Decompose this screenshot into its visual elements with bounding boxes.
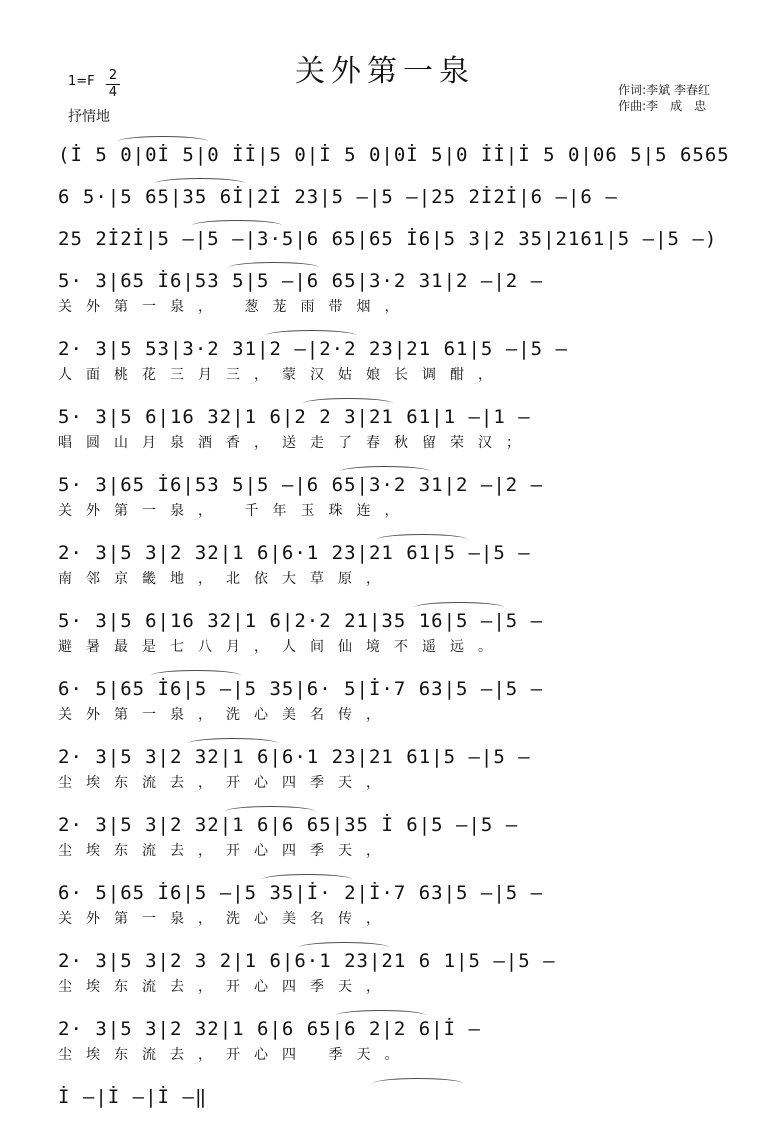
music-system [58,810,718,878]
time-signature [106,68,120,101]
notation-line: 5· 3|65 İ6|53 5|5 —|6 65|3·2 31|2 —|2 — [58,474,544,496]
composer-credit: 作曲:李 成 忠 [618,99,707,113]
lyric-line: 关外第一泉， 千年玉珠连， [58,503,413,519]
lyric-line: 避暑最是七八月，人间仙境不遥远。 [58,639,506,655]
lyric-line: 尘埃东流去，开心四季天， [58,775,394,791]
slur-mark [377,534,467,545]
music-system [58,224,718,266]
music-system [58,1014,718,1082]
slur-mark [303,398,393,409]
song-title: 关外第一泉 [295,54,475,89]
slur-mark [155,178,245,189]
lyricist-credit: 作词:李斌 李春红 [618,83,710,97]
music-system [58,1082,718,1124]
music-system [58,266,718,334]
notation-line: 2· 3|5 3|2 3 2|1 6|6·1 23|21 6 1|5 —|5 — [58,950,556,972]
lyric-line: 尘埃东流去，开心四 季天。 [58,1047,413,1063]
lyric-line: 尘埃东流去，开心四季天， [58,843,394,859]
slur-mark [340,466,430,477]
music-system [58,334,718,402]
lyric-line: 唱圆山月泉酒香，送走了春秋留荣汉； [58,435,534,451]
score [58,140,730,1124]
notation-line: 6 5·|5 65|35 6İ|2İ 23|5 —|5 —|25 2İ2İ|6 —|6 — [58,186,618,208]
notation-line: 2· 3|5 3|2 32|1 6|6·1 23|21 61|5 —|5 — [58,542,531,564]
notation-line: 5· 3|5 6|16 32|1 6|2 2 3|21 61|1 —|1 — [58,406,531,428]
lyric-line: 南邻京畿地，北依大草原， [58,571,394,587]
time-signature-bottom: 4 [108,85,118,100]
notation-line: İ —|İ —|İ —‖ [58,1086,208,1108]
lyric-line: 尘埃东流去，开心四季天， [58,979,394,995]
music-system [58,946,718,1014]
lyric-line: 关外第一泉， 葱茏雨带烟， [58,299,413,315]
music-system [58,182,718,224]
music-system [58,402,718,470]
notation-line: 2· 3|5 3|2 32|1 6|6 65|6 2|2 6|İ — [58,1018,481,1040]
slur-mark [225,806,315,817]
notation-line: 6· 5|65 İ6|5 —|5 35|İ· 2|İ·7 63|5 —|5 — [58,882,544,904]
music-system [58,606,718,674]
notation-line: 5· 3|5 6|16 32|1 6|2·2 21|35 16|5 —|5 — [58,610,544,632]
notation-line: (İ 5 0|0İ 5|0 İİ|5 0|İ 5 0|0İ 5|0 İİ|İ 5 0|06 5|5 6565 [58,144,730,166]
music-system [58,742,718,810]
slur-mark [373,1078,463,1089]
notation-line: 6· 5|65 İ6|5 —|5 35|6· 5|İ·7 63|5 —|5 — [58,678,544,700]
music-system [58,140,730,182]
slur-mark [262,874,352,885]
notation-line: 5· 3|65 İ6|53 5|5 —|6 65|3·2 31|2 —|2 — [58,270,544,292]
music-system [58,538,718,606]
slur-mark [299,942,389,953]
slur-mark [414,602,504,613]
credits [618,82,710,114]
notation-line: 25 2İ2İ|5 —|5 —|3·5|6 65|65 İ6|5 3|2 35|2161|5 —|5 —) [58,228,718,250]
lyric-line: 关外第一泉，洗心美名传， [58,911,394,927]
slur-mark [192,220,282,231]
slur-mark [229,262,319,273]
slur-mark [188,738,278,749]
expression-mark: 抒情地 [68,109,110,125]
music-system [58,470,718,538]
music-system [58,674,718,742]
slur-mark [151,670,241,681]
notation-line: 2· 3|5 3|2 32|1 6|6 65|35 İ 6|5 —|5 — [58,814,519,836]
slur-mark [118,136,208,147]
slur-mark [266,330,356,341]
notation-line: 2· 3|5 3|2 32|1 6|6·1 23|21 61|5 —|5 — [58,746,531,768]
lyric-line: 关外第一泉，洗心美名传， [58,707,394,723]
music-system [58,878,718,946]
key-signature: 1=F [68,74,95,89]
lyric-line: 人面桃花三月三，蒙汉姑娘长调酣， [58,367,506,383]
time-signature-top: 2 [106,68,120,85]
notation-line: 2· 3|5 53|3·2 31|2 —|2·2 23|21 61|5 —|5 — [58,338,568,360]
